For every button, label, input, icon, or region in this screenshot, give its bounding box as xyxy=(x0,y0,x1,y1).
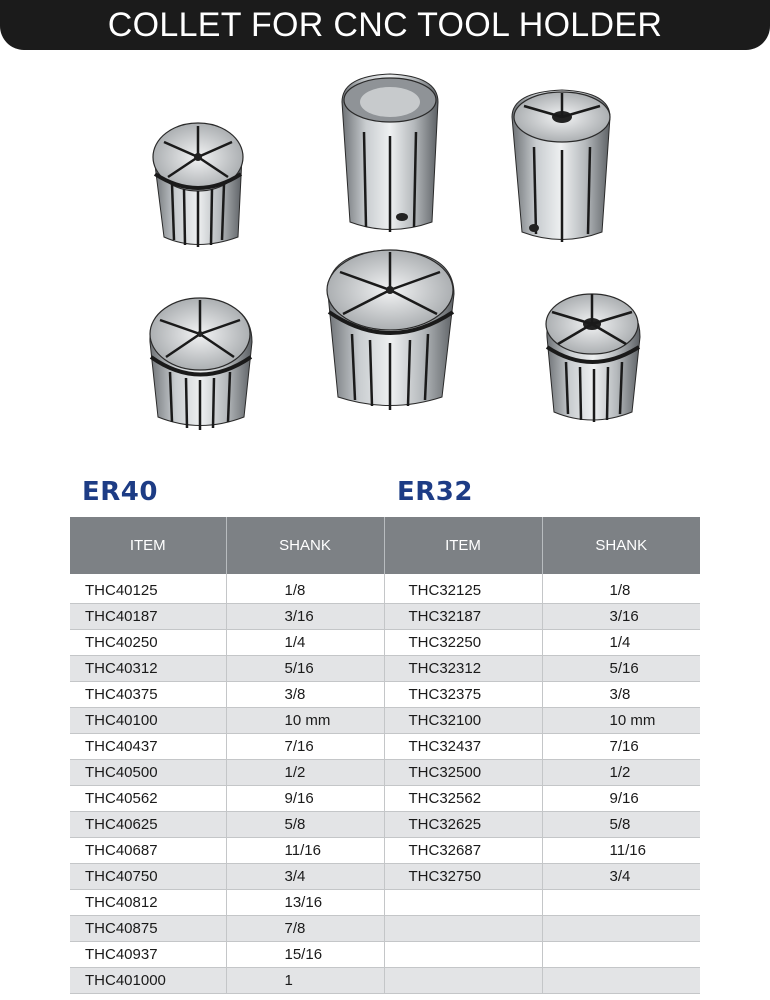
er32-shank-cell: 7/16 xyxy=(542,734,700,760)
title-bar xyxy=(0,0,770,50)
er32-item-cell xyxy=(384,968,542,994)
table-row xyxy=(70,942,700,968)
collet-image-1 xyxy=(153,123,243,247)
er40-shank-cell: 1 xyxy=(226,968,384,994)
table-row xyxy=(70,656,700,682)
er32-shank-header: SHANK xyxy=(542,517,700,574)
er32-item-cell: THC32687 xyxy=(384,838,542,864)
er32-item-cell: THC32250 xyxy=(384,630,542,656)
er32-item-cell: THC32437 xyxy=(384,734,542,760)
er32-shank-cell xyxy=(542,942,700,968)
er40-shank-cell: 13/16 xyxy=(226,890,384,916)
er32-shank-cell: 10 mm xyxy=(542,708,700,734)
er40-item-cell: THC40562 xyxy=(70,786,226,812)
er40-item-cell: THC40750 xyxy=(70,864,226,890)
er40-shank-cell: 11/16 xyxy=(226,838,384,864)
er40-item-cell: THC40125 xyxy=(70,578,226,604)
table-row xyxy=(70,812,700,838)
er40-item-cell: THC40812 xyxy=(70,890,226,916)
er32-shank-cell: 3/4 xyxy=(542,864,700,890)
er40-section-label: ER40 xyxy=(82,477,158,507)
er40-item-cell: THC40100 xyxy=(70,708,226,734)
er40-item-cell: THC40437 xyxy=(70,734,226,760)
er32-shank-cell: 1/4 xyxy=(542,630,700,656)
er40-item-cell: THC40875 xyxy=(70,916,226,942)
er40-shank-cell: 1/2 xyxy=(226,760,384,786)
er32-shank-cell: 11/16 xyxy=(542,838,700,864)
er32-item-cell: THC32750 xyxy=(384,864,542,890)
er40-shank-cell: 7/16 xyxy=(226,734,384,760)
er32-shank-cell: 1/2 xyxy=(542,760,700,786)
er40-shank-cell: 3/8 xyxy=(226,682,384,708)
collet-image-3 xyxy=(512,90,610,242)
er32-item-header: ITEM xyxy=(384,517,542,574)
table-row xyxy=(70,630,700,656)
er40-shank-cell: 3/4 xyxy=(226,864,384,890)
collet-product-photo xyxy=(142,62,652,444)
table-row xyxy=(70,890,700,916)
er32-item-cell: THC32312 xyxy=(384,656,542,682)
er32-shank-cell xyxy=(542,968,700,994)
collet-image-2 xyxy=(342,74,438,232)
er32-shank-cell: 5/8 xyxy=(542,812,700,838)
er40-item-cell: THC40187 xyxy=(70,604,226,630)
er32-item-cell xyxy=(384,890,542,916)
er40-shank-cell: 10 mm xyxy=(226,708,384,734)
er40-item-cell: THC40937 xyxy=(70,942,226,968)
collet-image-5 xyxy=(327,250,454,410)
er32-shank-cell: 3/8 xyxy=(542,682,700,708)
table-row xyxy=(70,786,700,812)
table-row xyxy=(70,682,700,708)
table-row xyxy=(70,734,700,760)
er40-shank-cell: 15/16 xyxy=(226,942,384,968)
er40-shank-cell: 1/8 xyxy=(226,578,384,604)
er40-shank-cell: 3/16 xyxy=(226,604,384,630)
er40-item-cell: THC40500 xyxy=(70,760,226,786)
er32-shank-cell xyxy=(542,916,700,942)
table-row xyxy=(70,604,700,630)
er40-shank-cell: 1/4 xyxy=(226,630,384,656)
table-row xyxy=(70,838,700,864)
er40-item-cell: THC40375 xyxy=(70,682,226,708)
er40-item-cell: THC40687 xyxy=(70,838,226,864)
er32-item-cell: THC32125 xyxy=(384,578,542,604)
er40-item-cell: THC401000 xyxy=(70,968,226,994)
table-row xyxy=(70,578,700,604)
table-row xyxy=(70,864,700,890)
er32-item-cell: THC32625 xyxy=(384,812,542,838)
er32-item-cell xyxy=(384,942,542,968)
page-title: COLLET FOR CNC TOOL HOLDER xyxy=(107,6,663,44)
er40-shank-cell: 5/8 xyxy=(226,812,384,838)
collet-spec-table xyxy=(70,517,700,994)
table-row xyxy=(70,916,700,942)
er40-item-cell: THC40250 xyxy=(70,630,226,656)
er40-shank-cell: 9/16 xyxy=(226,786,384,812)
table-row xyxy=(70,708,700,734)
er32-item-cell xyxy=(384,916,542,942)
er32-item-cell: THC32187 xyxy=(384,604,542,630)
table-body xyxy=(70,574,700,994)
er40-shank-header: SHANK xyxy=(226,517,384,574)
er32-shank-cell xyxy=(542,890,700,916)
er32-shank-cell: 5/16 xyxy=(542,656,700,682)
collet-image-4 xyxy=(150,298,252,430)
er32-shank-cell: 1/8 xyxy=(542,578,700,604)
er32-item-cell: THC32562 xyxy=(384,786,542,812)
table-row xyxy=(70,760,700,786)
er32-item-cell: THC32500 xyxy=(384,760,542,786)
er40-item-cell: THC40312 xyxy=(70,656,226,682)
collet-image-6 xyxy=(546,294,640,422)
er40-shank-cell: 5/16 xyxy=(226,656,384,682)
er40-item-header: ITEM xyxy=(70,517,226,574)
er40-item-cell: THC40625 xyxy=(70,812,226,838)
table-header-row xyxy=(70,517,700,574)
er32-section-label: ER32 xyxy=(397,477,473,507)
er32-shank-cell: 9/16 xyxy=(542,786,700,812)
er32-item-cell: THC32100 xyxy=(384,708,542,734)
er40-shank-cell: 7/8 xyxy=(226,916,384,942)
er32-item-cell: THC32375 xyxy=(384,682,542,708)
er32-shank-cell: 3/16 xyxy=(542,604,700,630)
table-row xyxy=(70,968,700,994)
